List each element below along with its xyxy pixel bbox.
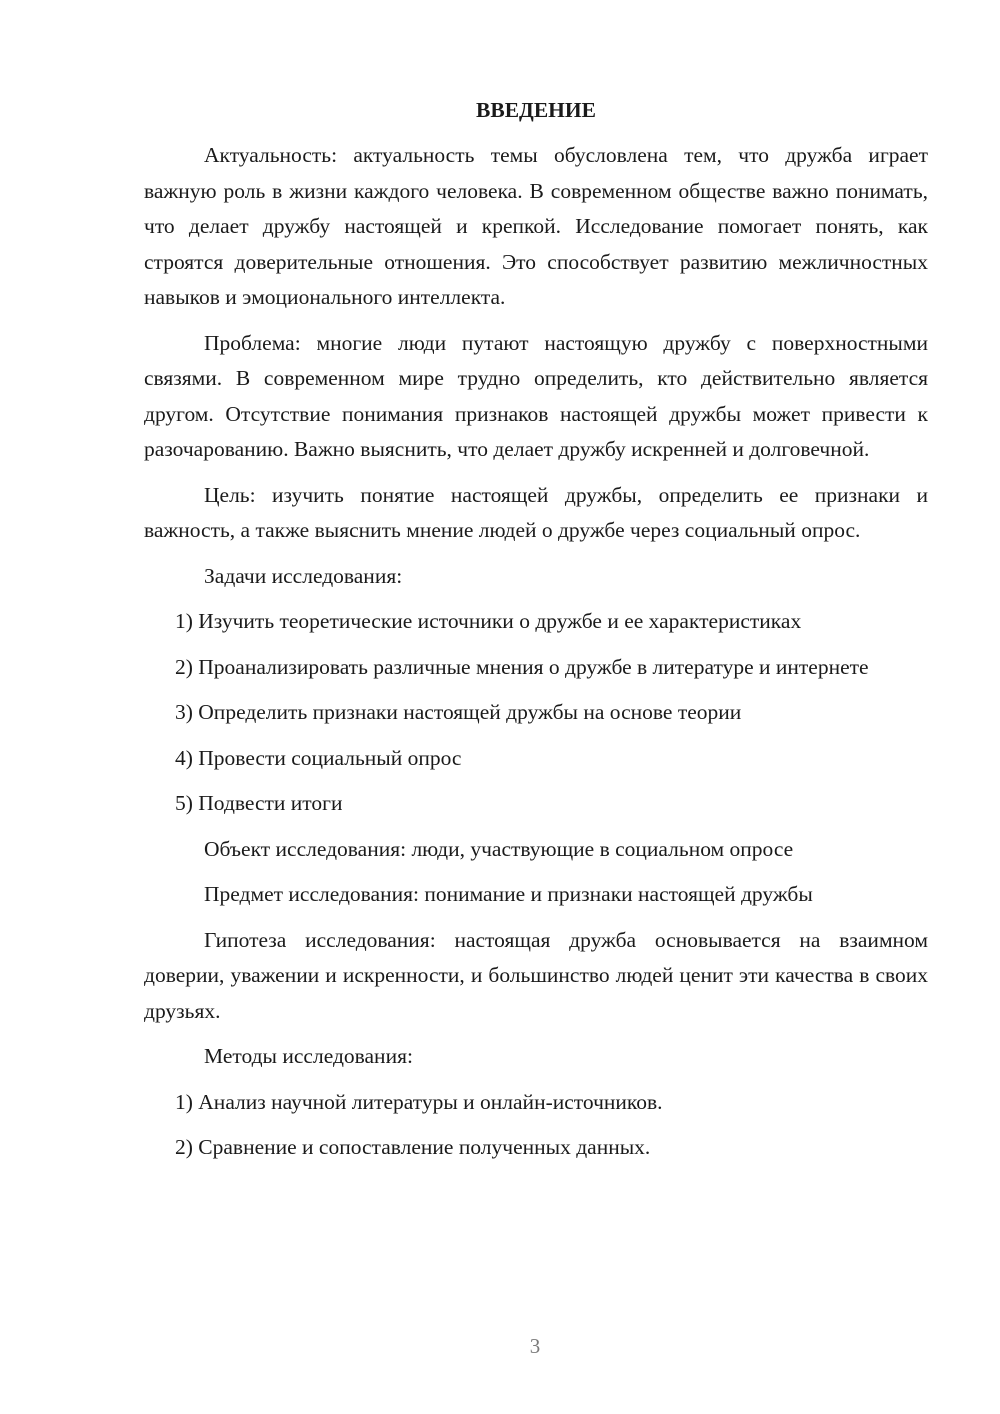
object-paragraph: Объект исследования: люди, участвующие в социальном опросе <box>204 836 794 861</box>
goal-paragraph: Цель: изучить понятие настоящей дружбы, определить ее признаки и важность, а также выяснить мнение людей о дружбе через социальный опрос. <box>144 482 928 542</box>
problem-paragraph: Проблема: многие люди путают настоящую дружбу с поверхностными связями. В современном мире трудно определить, кто действительно является другом. Отсутствие понимания признаков настоящей дружбы может привести к разочарованию. Важно выяснить, что делает дружбу искренней и долговечной. <box>144 330 928 461</box>
document-page <box>144 96 928 1176</box>
subject-paragraph: Предмет исследования: понимание и признаки настоящей дружбы <box>204 882 813 906</box>
task-item-2: 2) Проанализировать различные мнения о дружбе в литературе и интернете <box>175 654 869 679</box>
page-number: 3 <box>529 1334 541 1358</box>
method-item-2: 2) Сравнение и сопоставление полученных данных. <box>175 1135 651 1159</box>
task-item-5: 5) Подвести итоги <box>175 791 343 815</box>
hypothesis-paragraph: Гипотеза исследования: настоящая дружба основывается на взаимном доверии, уважении и искренности, и большинство людей ценит эти качества в своих друзьях. <box>144 927 928 1023</box>
relevance-paragraph: Актуальность: актуальность темы обусловлена тем, что дружба играет важную роль в жизни каждого человека. В современном обществе важно понимать, что делает дружбу настоящей и крепкой. Исследование помогает понять, как строятся доверительные отношения. Это способствует развитию межличностных навыков и эмоционального интеллекта. <box>144 143 928 309</box>
task-item-3: 3) Определить признаки настоящей дружбы на основе теории <box>175 700 742 724</box>
methods-heading: Методы исследования: <box>204 1044 413 1068</box>
tasks-heading: Задачи исследования: <box>204 563 403 588</box>
method-item-1: 1) Анализ научной литературы и онлайн-источников. <box>175 1089 663 1114</box>
task-item-1: 1) Изучить теоретические источники о дружбе и ее характеристиках <box>175 609 802 633</box>
section-title: ВВЕДЕНИЕ <box>476 98 596 122</box>
task-item-4: 4) Провести социальный опрос <box>175 745 462 770</box>
